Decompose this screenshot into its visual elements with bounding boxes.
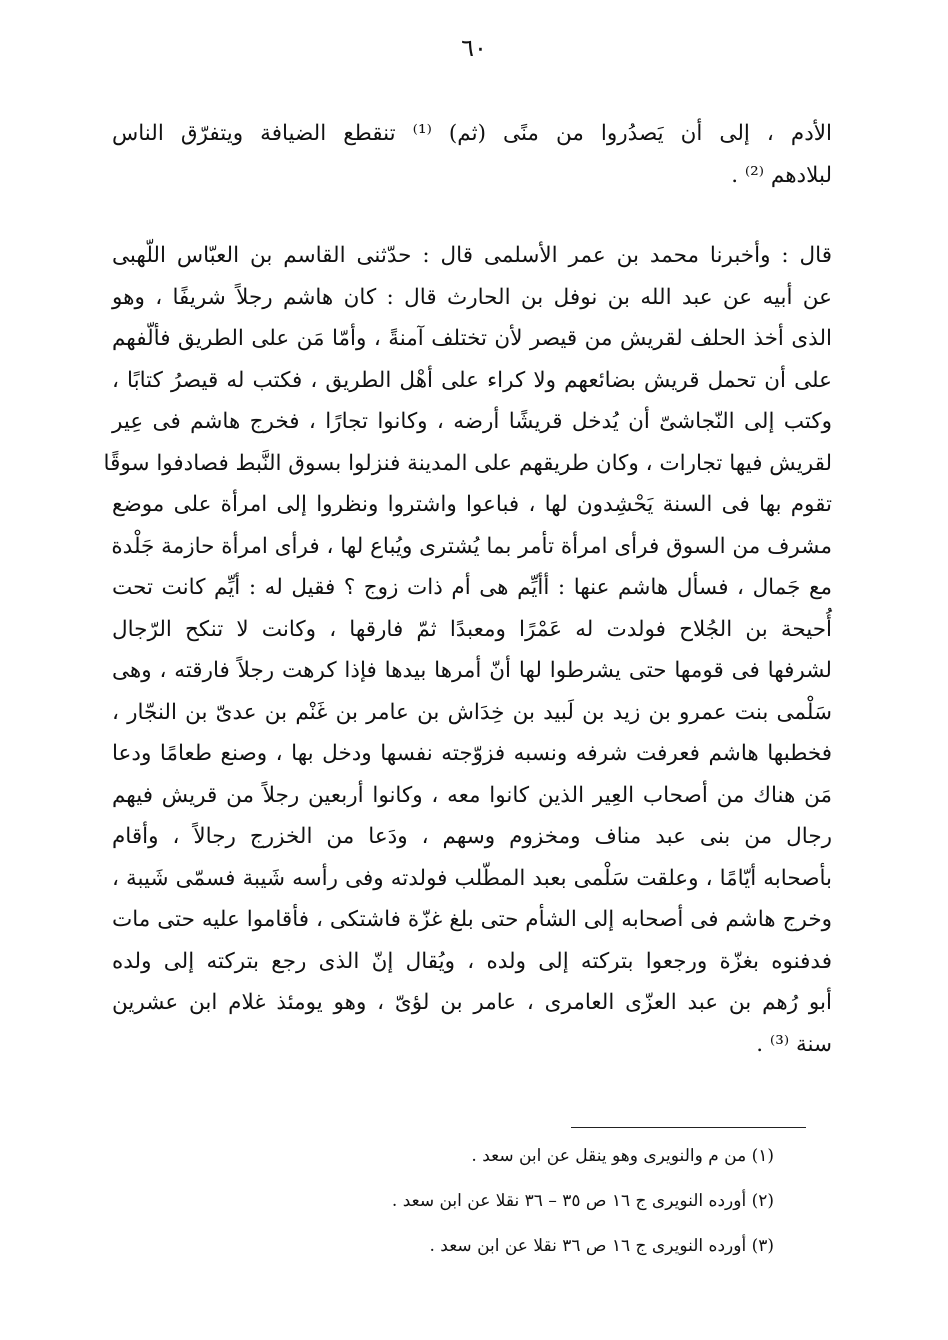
text-line: عن أبيه عن عبد الله بن نوفل بن الحارث قال : كان هاشم رجلاً شريفًا ، وهو [112, 284, 832, 310]
text-line: تقوم بها فى السنة يَحْشِدون لها ، فباعوا واشتروا ونظروا إلى امرأة على موضع [112, 492, 832, 517]
paragraph-1 [112, 113, 832, 196]
text-line: وكتب إلى النّجاشىّ أن يُدخل قريشًا أرضه ، وكانوا تجارًا ، فخرج هاشم فى عِير [112, 409, 832, 434]
text-line: لبلادهم ⁽²⁾ . [731, 162, 832, 188]
text-line: وخرج هاشم فى أصحابه إلى الشأم حتى بلغ غزّة فاشتكى ، فأقاموا عليه حتى مات [112, 907, 832, 932]
text-line: بأصحابه أيّامًا ، وعلقت سَلْمى بعبد المطّلب فولدته وفى رأسه شَيبة فسمّى شَيبة ، [112, 865, 832, 891]
text-line: لقريش فيها تجارات ، وكان طريقهم على المدينة فنزلوا بسوق النَّبط فصادفوا سوقًا [103, 450, 832, 476]
text-line: على أن تحمل قريش بضائعهم ولا كراء على أهْل الطريق ، فكتب له قيصرُ كتابًا ، [112, 367, 832, 393]
footnote-divider [571, 1127, 806, 1128]
text-line: أبو رُهم بن عبد العزّى العامرى ، عامر بن لؤىّ ، وهو يومئذ غلام ابن عشرين [112, 990, 832, 1015]
footnote-3: (٣) أورده النويرى ج ١٦ ص ٣٦ نقلا عن ابن سعد . [429, 1236, 774, 1256]
text-line: الأدم ، إلى أن يَصدُروا من منًى (ثم) ⁽¹⁾ تنقطع الضيافة ويتفرّق الناس [112, 121, 832, 146]
footnotes [112, 1134, 774, 1269]
text-line: الذى أخذ الحلف لقريش من قيصر لأن تختلف آمنةً ، وأمّا مَن على الطريق فألّفهم [112, 326, 832, 351]
text-line: فخطبها هاشم فعرفت شرفه ونسبه فزوّجته نفسها ودخل بها ، وصنع طعامًا ودعا [112, 741, 832, 766]
footnote-2: (٢) أورده النويرى ج ١٦ ص ٣٥ – ٣٦ نقلا عن ابن سعد . [391, 1191, 774, 1211]
paragraph-2 [103, 235, 832, 1065]
text-line: مع جَمال ، فسأل هاشم عنها : أأيِّم هى أم ذات زوج ؟ فقيل له : أيِّم كانت تحت [112, 575, 832, 600]
text-line: سَلْمى بنت عمرو بن زيد بن لَبيد بن خِدَاش بن عامر بن غَنْم بن عدىّ بن النجّار ، [112, 699, 832, 725]
text-line: لشرفها فى قومها حتى يشرطوا لها أنّ أمرها بيدها فإذا كرهت رجلاً فارقته ، وهى [112, 658, 832, 683]
text-line: قال : وأخبرنا محمد بن عمر الأسلمى قال : حدّثنى القاسم بن العبّاس اللّهبى [112, 243, 832, 268]
text-line: فدفنوه بغزّة ورجعوا بتركته إلى ولده ، ويُقال إنّ الذى رجع بتركته إلى ولده [112, 948, 832, 974]
text-line: سنة ⁽³⁾ . [756, 1031, 832, 1057]
text-line: رجال من بنى عبد مناف ومخزوم وسهم ، ودَعا من الخزرج رجالاً ، وأقام [112, 824, 832, 849]
page-number: ٦٠ [461, 34, 487, 62]
text-line: مشرف من السوق فرأى امرأة تأمر بما يُشترى ويُباع لها ، فرأى امرأة حازمة جَلْدة [111, 533, 832, 559]
text-line: أُحيحة بن الجُلاح فولدت له عَمْرًا ومعبدًا ثمّ فارقها ، وكانت لا تنكح الرّجال [112, 616, 832, 642]
footnote-1: (١) من م والنويرى وهو ينقل عن ابن سعد . [471, 1146, 774, 1166]
text-line: مَن هناك من أصحاب العِير الذين كانوا معه ، وكانوا أربعين رجلاً من قريش فيهم [112, 782, 832, 808]
